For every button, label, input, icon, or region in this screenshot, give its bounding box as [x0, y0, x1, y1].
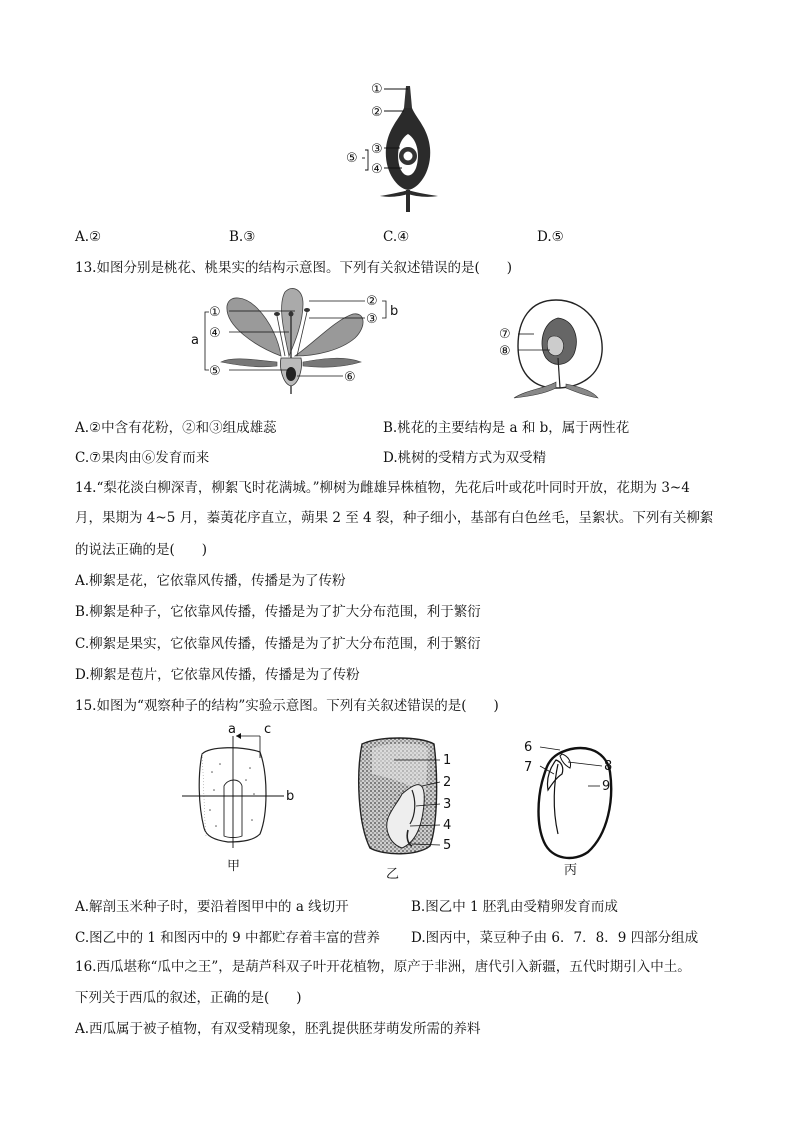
q14-stem-line-2: 月，果期为 4~5 月，蓁荑花序直立，蒴果 2 至 4 裂，种子细小，基部有白色丝毛，呈絮状。下列有关柳絮	[75, 510, 714, 526]
q15-option-c[interactable]: C.图乙中的 1 和图丙中的 9 中都贮存着丰富的营养	[75, 930, 380, 946]
q12-option-d[interactable]: D.⑤	[537, 229, 564, 245]
q14-option-c[interactable]: C.柳絮是果实，它依靠风传播，传播是为了扩大分布范围，利于繁衍	[75, 636, 481, 652]
yi-caption: 乙	[386, 867, 400, 882]
yi-label-2: 2	[443, 775, 452, 790]
pistil-label-3: ③	[371, 142, 383, 157]
fruit-label-7: ⑦	[499, 327, 511, 342]
bing-caption: 丙	[564, 863, 578, 878]
flower-label-4: ④	[209, 326, 221, 341]
fruit-label-8: ⑧	[499, 344, 511, 359]
q14-option-d[interactable]: D.柳絮是苞片，它依靠风传播，传播是为了传粉	[75, 667, 360, 683]
q12-option-a[interactable]: A.②	[75, 229, 102, 245]
corn-seed-outline-diagram	[180, 724, 300, 874]
q13-option-b[interactable]: B.桃花的主要结构是 a 和 b，属于两性花	[383, 420, 630, 436]
q16-stem-line-1: 16.西瓜堪称“瓜中之王”，是葫芦科双子叶开花植物，原产于非洲，唐代引入新疆，五代时期引入中土。	[75, 959, 691, 975]
flower-label-b: b	[390, 304, 399, 319]
bing-label-7: 7	[524, 760, 533, 775]
pistil-label-1: ①	[371, 82, 383, 97]
pistil-diagram	[340, 78, 450, 214]
q15-option-d[interactable]: D.图丙中，菜豆种子由 6．7．8．9 四部分组成	[411, 930, 699, 946]
flower-label-a: a	[191, 333, 199, 348]
bing-label-6: 6	[524, 740, 533, 755]
bing-label-9: 9	[602, 779, 611, 794]
q15-stem: 15.如图为“观察种子的结构”实验示意图。下列有关叙述错误的是( )	[75, 698, 499, 714]
q14-stem-line-3: 的说法正确的是( )	[75, 542, 208, 558]
pistil-label-5: ⑤	[346, 151, 358, 166]
flower-label-3: ③	[366, 312, 378, 327]
bing-label-8: 8	[604, 759, 613, 774]
pistil-label-2: ②	[371, 105, 383, 120]
bean-seed-diagram	[518, 738, 638, 878]
flower-label-1: ①	[209, 305, 221, 320]
yi-label-4: 4	[443, 818, 452, 833]
q14-option-a[interactable]: A.柳絮是花，它依靠风传播，传播是为了传粉	[75, 573, 346, 589]
q12-option-b[interactable]: B.③	[229, 229, 256, 245]
flower-label-2: ②	[366, 294, 378, 309]
pistil-label-4: ④	[371, 162, 383, 177]
yi-label-5: 5	[443, 838, 452, 853]
q14-stem-line-1: 14.“梨花淡白柳深青，柳絮飞时花满城。”柳树为雌雄异株植物，先花后叶或花叶同时开放，花期为 3~4	[75, 480, 690, 496]
q12-option-c[interactable]: C.④	[383, 229, 410, 245]
peach-flower-diagram	[185, 286, 405, 394]
q15-option-b[interactable]: B.图乙中 1 胚乳由受精卵发育而成	[411, 899, 618, 915]
q16-option-a[interactable]: A.西瓜属于被子植物，有双受精现象，胚乳提供胚芽萌发所需的养料	[75, 1021, 481, 1037]
peach-fruit-diagram	[496, 296, 608, 402]
yi-label-1: 1	[443, 753, 452, 768]
jia-caption: 甲	[227, 859, 241, 874]
q13-option-a[interactable]: A.②中含有花粉，②和③组成雄蕊	[75, 420, 277, 436]
jia-label-a: a	[228, 722, 236, 737]
q13-stem: 13.如图分别是桃花、桃果实的结构示意图。下列有关叙述错误的是( )	[75, 260, 513, 276]
jia-label-c: c	[264, 722, 272, 737]
jia-label-b: b	[286, 789, 295, 804]
q13-option-d[interactable]: D.桃树的受精方式为双受精	[383, 450, 547, 466]
q16-stem-line-2: 下列关于西瓜的叙述，正确的是( )	[75, 990, 302, 1006]
q13-option-c[interactable]: C.⑦果肉由⑥发育而来	[75, 450, 210, 466]
flower-label-5: ⑤	[209, 364, 221, 379]
q15-option-a[interactable]: A.解剖玉米种子时，要沿着图甲中的 a 线切开	[75, 899, 349, 915]
flower-label-6: ⑥	[344, 370, 356, 385]
corn-seed-section-diagram	[350, 734, 470, 884]
yi-label-3: 3	[443, 797, 452, 812]
q14-option-b[interactable]: B.柳絮是种子，它依靠风传播，传播是为了扩大分布范围，利于繁衍	[75, 604, 481, 620]
